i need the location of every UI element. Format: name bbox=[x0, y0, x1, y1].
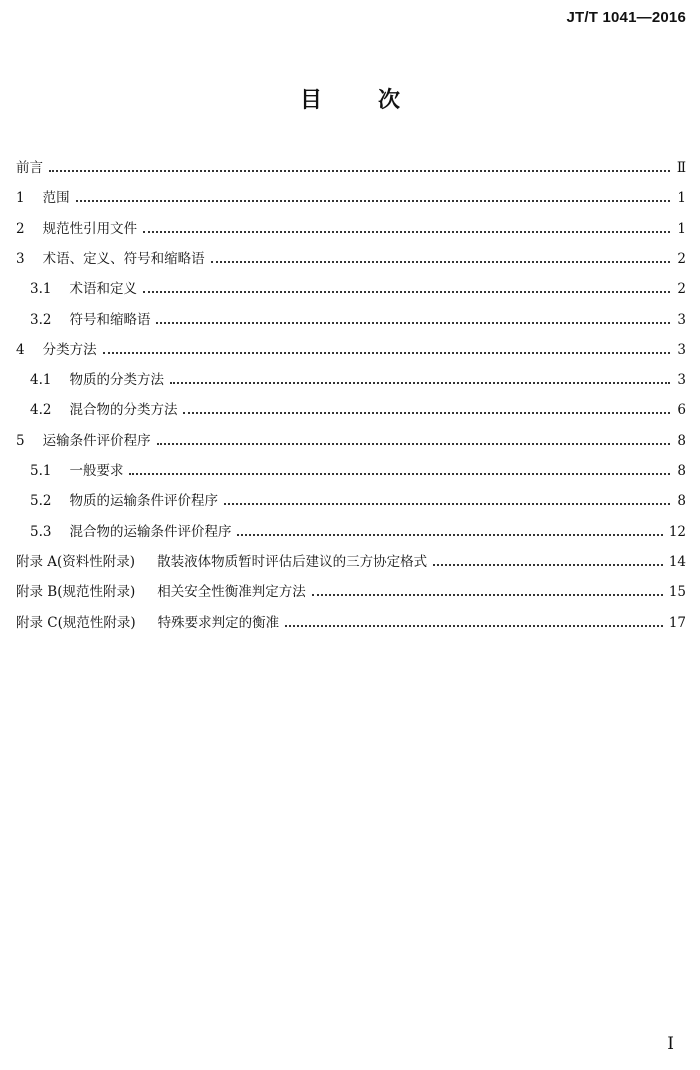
toc-entry[interactable] bbox=[16, 213, 686, 237]
toc-entry-page: 1 bbox=[677, 190, 686, 207]
toc-entry-page: 6 bbox=[677, 402, 686, 419]
toc-dot-leader bbox=[224, 503, 670, 505]
page-number: I bbox=[667, 1034, 674, 1054]
standard-code: JT/T 1041—2016 bbox=[566, 9, 686, 26]
toc-entry-number: 3 bbox=[16, 250, 25, 267]
toc-entry-number: 4.1 bbox=[30, 372, 52, 389]
toc-entry-page: 2 bbox=[677, 281, 686, 298]
toc-entry-page: 8 bbox=[677, 432, 686, 449]
toc-entry-label: 前言 bbox=[16, 160, 43, 176]
toc-entry-label: 术语、定义、符号和缩略语 bbox=[42, 250, 205, 267]
toc-entry[interactable] bbox=[16, 152, 686, 176]
toc-entry[interactable] bbox=[16, 607, 686, 631]
toc-entry-number: 附录 A(资料性附录) bbox=[16, 553, 136, 570]
toc-entry[interactable] bbox=[16, 334, 686, 358]
toc-entry-number: 4 bbox=[16, 341, 25, 358]
toc-entry[interactable] bbox=[16, 546, 686, 570]
toc-entry[interactable] bbox=[16, 576, 686, 600]
toc-entry-label: 范围 bbox=[42, 190, 70, 207]
toc-entry-number: 5.1 bbox=[30, 463, 52, 479]
toc-dot-leader bbox=[183, 412, 670, 414]
toc-entry-number: 4.2 bbox=[30, 402, 52, 419]
toc-entry-number: 5.2 bbox=[30, 493, 52, 510]
toc-entry-label: 特殊要求判定的衡准 bbox=[157, 614, 280, 631]
toc-dot-leader bbox=[143, 231, 670, 233]
toc-entry-label: 分类方法 bbox=[42, 341, 97, 358]
toc-entry-page: 2 bbox=[677, 250, 686, 267]
page-title: 目次 bbox=[299, 88, 456, 113]
toc-entry-label: 混合物的分类方法 bbox=[69, 402, 178, 419]
toc-entry[interactable] bbox=[30, 485, 686, 509]
toc-entry-number: 附录 C(规范性附录) bbox=[16, 614, 136, 631]
toc-entry-page: 12 bbox=[668, 523, 686, 540]
toc-entry-page: 3 bbox=[677, 341, 686, 358]
toc-entry-page: 1 bbox=[677, 220, 686, 237]
toc-entry-page: Ⅱ bbox=[676, 160, 686, 176]
toc-entry-page: 3 bbox=[677, 311, 686, 328]
toc-entry[interactable] bbox=[16, 425, 686, 449]
toc-dot-leader bbox=[312, 594, 663, 596]
toc-entry-number: 1 bbox=[16, 190, 25, 207]
toc-entry-number: 附录 B(规范性附录) bbox=[16, 584, 136, 601]
toc-entry-label: 混合物的运输条件评价程序 bbox=[69, 523, 232, 540]
toc-entry-label: 运输条件评价程序 bbox=[42, 432, 151, 449]
toc-entry-number: 5 bbox=[16, 432, 25, 449]
toc-dot-leader bbox=[285, 625, 663, 627]
toc-entry-label: 散装液体物质暂时评估后建议的三方协定格式 bbox=[157, 553, 428, 570]
toc-entry[interactable] bbox=[30, 394, 686, 418]
toc-entry-label: 一般要求 bbox=[69, 463, 124, 479]
toc-dot-leader bbox=[211, 261, 670, 263]
toc-dot-leader bbox=[237, 534, 662, 536]
toc-entry-number: 5.3 bbox=[30, 523, 52, 540]
toc-dot-leader bbox=[76, 200, 670, 202]
toc-entry-page: 3 bbox=[677, 372, 686, 389]
toc-dot-leader bbox=[170, 382, 670, 384]
toc-entry-label: 符号和缩略语 bbox=[69, 311, 151, 328]
toc-entry-page: 17 bbox=[668, 614, 686, 631]
toc-entry[interactable] bbox=[16, 182, 686, 206]
toc-entry[interactable] bbox=[30, 455, 686, 479]
toc-entry[interactable] bbox=[16, 243, 686, 267]
toc-dot-leader bbox=[143, 291, 670, 293]
toc-dot-leader bbox=[157, 443, 670, 445]
toc-entry[interactable] bbox=[30, 364, 686, 388]
toc-entry[interactable] bbox=[30, 304, 686, 328]
toc-entry-page: 8 bbox=[677, 493, 686, 510]
toc-dot-leader bbox=[129, 473, 670, 475]
toc-entry-label: 相关安全性衡准判定方法 bbox=[157, 584, 306, 601]
toc-entry-page: 14 bbox=[668, 553, 686, 570]
toc-entry[interactable] bbox=[30, 273, 686, 297]
toc-dot-leader bbox=[49, 170, 670, 172]
toc-entry[interactable] bbox=[30, 516, 686, 540]
toc-entry-number: 3.2 bbox=[30, 311, 52, 328]
toc-entry-label: 术语和定义 bbox=[69, 281, 137, 298]
toc-entry-number: 2 bbox=[16, 220, 25, 237]
toc-entry-page: 15 bbox=[668, 584, 686, 601]
toc-entry-page: 8 bbox=[677, 463, 686, 479]
toc-dot-leader bbox=[433, 564, 663, 566]
toc-entry-number: 3.1 bbox=[30, 281, 52, 298]
toc-entry-label: 物质的运输条件评价程序 bbox=[69, 493, 218, 510]
toc-entry-label: 规范性引用文件 bbox=[42, 220, 138, 237]
toc-dot-leader bbox=[103, 352, 670, 354]
toc-dot-leader bbox=[156, 322, 670, 324]
toc-entry-label: 物质的分类方法 bbox=[69, 372, 164, 389]
